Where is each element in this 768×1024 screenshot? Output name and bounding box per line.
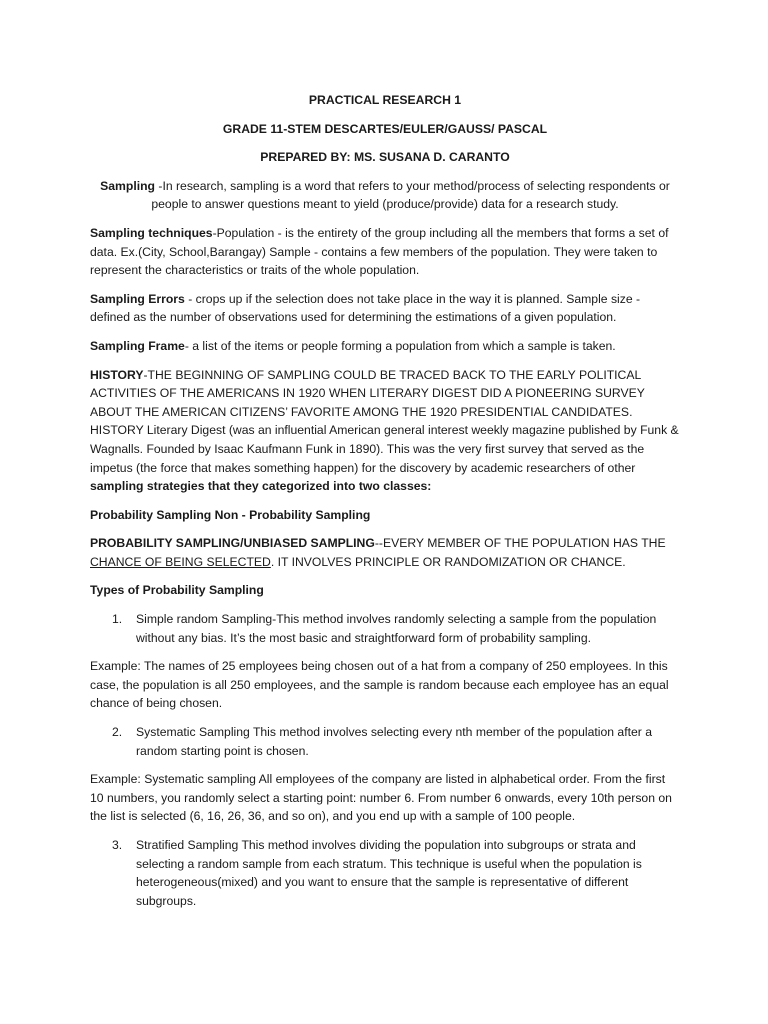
history-paragraph [90, 366, 680, 496]
list-item-simple-random [90, 610, 680, 647]
probability-text-end: . IT INVOLVES PRINCIPLE OR RANDOMIZATION OR CHANCE. [270, 554, 626, 569]
frame-paragraph [90, 337, 680, 356]
list-item-text: Simple random Sampling-This method involves randomly selecting a sample from the population without any bias. It’s the most basic and straightforward form of probability sampling. [136, 612, 657, 645]
probability-text: --EVERY MEMBER OF THE POPULATION HAS THE [374, 536, 666, 551]
errors-paragraph [90, 290, 680, 327]
document-title: PRACTICAL RESEARCH 1 [308, 93, 462, 107]
errors-text: - crops up if the selection does not take place in the way it is planned. Sample size - defined as the number of observations used for determining the estimations of a given population. [90, 291, 641, 325]
techniques-text: -Population - is the entirety of the group including all the members that forms a set of data. Ex.(City, School,Barangay) Sample - contains a few members of the population. They were taken to represent the characteristics or traits of the whole population. [90, 225, 669, 278]
example-systematic: Example: Systematic sampling All employees of the company are listed in alphabetical order. From the first 10 numbers, you randomly select a starting point: number 6. From number 6 onwards, every 10th person on the list is selected (6, 16, 26, 36, and so on), and you end up with a sample of 100 people. [90, 772, 672, 824]
grade-section-line: GRADE 11-STEM DESCARTES/EULER/GAUSS/ PASCAL [222, 121, 548, 136]
errors-term: Sampling Errors [90, 291, 185, 306]
sampling-text: -In research, sampling is a word that refers to your method/process of selecting respondents or people to answer questions meant to yield (produce/provide) data for a research study. [151, 178, 670, 212]
prepared-by-line: PREPARED BY: MS. SUSANA D. CARANTO [260, 150, 510, 165]
list-number: 2. [112, 725, 123, 740]
probability-underlined: CHANCE OF BEING SELECTED [90, 554, 271, 569]
frame-text: - a list of the items or people forming a population from which a sample is taken. [184, 338, 616, 353]
list-item-stratified [90, 836, 680, 910]
list-number: 3. [112, 838, 123, 852]
list-number: 1. [112, 612, 123, 627]
probability-paragraph [90, 534, 680, 571]
history-text: -THE BEGINNING OF SAMPLING COULD BE TRACED BACK TO THE EARLY POLITICAL ACTIVITIES OF THE AMERICANS IN 1920 WHEN LITERARY DIGEST DID A PIONEERING SURVEY ABOUT THE AMERICAN CITIZENS’ FAVORITE AMONG THE 1920 PRESIDENTIAL CANDIDATES. HISTORY Literary Digest (was an influential American general interest weekly magazine published by Funk & Wagnalls. Founded by Isaac Kaufmann Funk in 1890). This was the very first survey that served as the impetus (the force that makes something happen) for the discovery by academic researchers of other [90, 367, 679, 475]
classes-heading: Probability Sampling Non - Probability Sampling [90, 507, 371, 522]
techniques-term: Sampling techniques [90, 225, 213, 240]
list-item-systematic [90, 723, 680, 760]
list-item-text: Systematic Sampling This method involves selecting every nth member of the population after a random starting point is chosen. [136, 725, 652, 758]
list-item-text: Stratified Sampling This method involves dividing the population into subgroups or strata and selecting a random sample from each stratum. This technique is useful when the population is heterogeneous(mixed) and you want to ensure that the sample is representative of different subgroups. [136, 838, 642, 908]
history-bold-end: sampling strategies that they categorized into two classes: [90, 479, 432, 494]
sampling-definition [90, 177, 680, 214]
types-heading: Types of Probability Sampling [90, 583, 264, 598]
techniques-paragraph [90, 224, 680, 280]
probability-term: PROBABILITY SAMPLING/UNBIASED SAMPLING [90, 536, 375, 551]
frame-term: Sampling Frame [90, 338, 185, 353]
history-term: HISTORY [90, 367, 144, 382]
sampling-term: Sampling [100, 178, 155, 193]
example-simple-random: Example: The names of 25 employees being chosen out of a hat from a company of 250 employees. In this case, the population is all 250 employees, and the sample is random because each employee has an equal chance of being chosen. [90, 659, 669, 711]
